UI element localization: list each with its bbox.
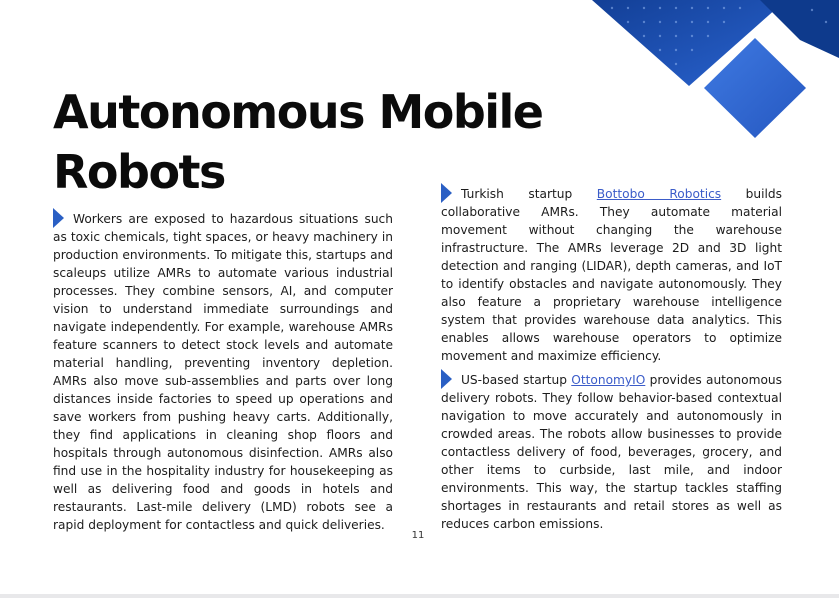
triangle-bullet-icon (441, 183, 452, 203)
ottonomy-paragraph: US-based startup OttonomyIO provides autonomous delivery robots. They follow behavior-based contextual navigation to move accurately and autonomously in crowded areas. The robots allow businesses to provide contactless delivery of food, beverages, grocery, and other items to curbside, last mile, and indoor environments. This way, the startup tackles staffing shortages in restaurants and retail stores as well as reduces carbon emissions. (441, 371, 782, 533)
left-column (53, 210, 393, 540)
page-title: Autonomous Mobile Robots (53, 85, 543, 199)
page-bottom-edge (0, 594, 839, 598)
bottobo-robotics-link[interactable]: Bottobo Robotics (596, 187, 722, 201)
ottonomyio-link[interactable]: OttonomyIO (571, 373, 646, 387)
dot-pattern (611, 7, 827, 65)
page-number: 11 (411, 530, 425, 541)
right-column (441, 185, 782, 539)
triangle-bullet-icon (441, 369, 452, 389)
intro-paragraph: Workers are exposed to hazardous situations such as toxic chemicals, tight spaces, or heavy machinery in production environments. To mitigate this, startups and scaleups utilize AMRs to automate various industrial processes. They combine sensors, AI, and computer vision to understand immediate surroundings and navigate independently. For example, warehouse AMRs feature scanners to detect stock levels and automate material handling, preventing inventory depletion. AMRs also move sub-assemblies and parts over long distances inside factories to speed up operations and save workers from pushing heavy carts. Additionally, they find applications in cleaning shop floors and hospitals through autonomous disinfection. AMRs also find use in the hospitality industry for housekeeping as well as delivering food and goods in hotels and restaurants. Last-mile delivery (LMD) robots see a rapid deployment for contactless and quick deliveries. (53, 210, 393, 534)
bottobo-paragraph: Turkish startup Bottobo Robotics builds collaborative AMRs. They automate material movement without changing the warehouse infrastructure. The AMRs leverage 2D and 3D light detection and ranging (LIDAR), depth cameras, and IoT to identify obstacles and navigate autonomously. They also feature a proprietary warehouse intelligence system that provides warehouse data analytics. This enables allows warehouse operators to optimize movement and maximize efficiency. (441, 185, 782, 365)
triangle-bullet-icon (53, 208, 64, 228)
corner-triangle-shape (592, 0, 786, 86)
corner-diagonal-band-shape (760, 0, 839, 58)
corner-diamond-shape (704, 38, 806, 138)
